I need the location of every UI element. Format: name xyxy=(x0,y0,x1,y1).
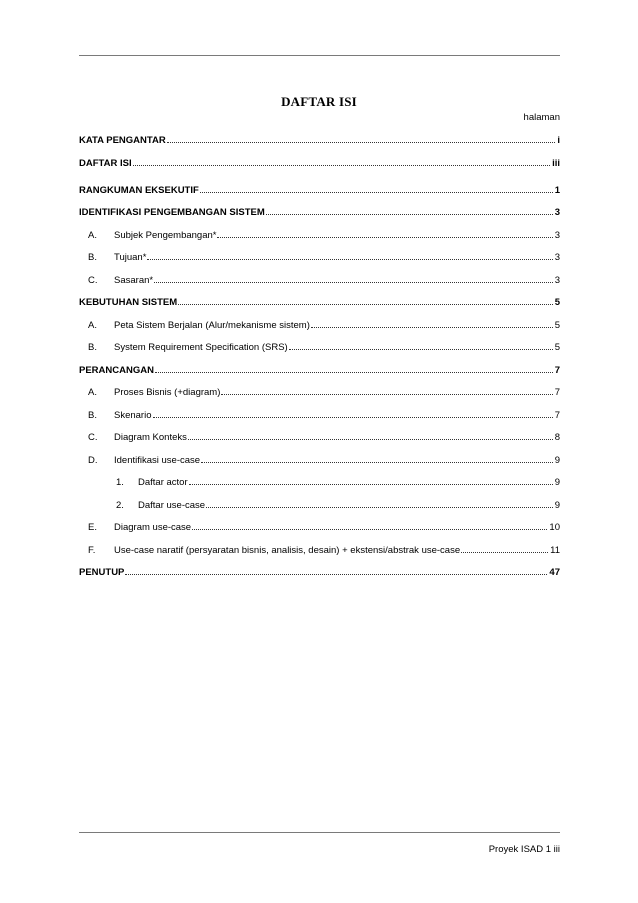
toc-entry-page: 3 xyxy=(554,252,560,263)
toc-entry-label: Daftar actor xyxy=(138,477,188,488)
toc-entry-page: 9 xyxy=(554,477,560,488)
toc-entry-letter: C. xyxy=(88,275,98,286)
toc-entry-daftar-isi[interactable] xyxy=(79,157,560,170)
dot-leader xyxy=(221,386,552,395)
toc-entry-page: 7 xyxy=(554,365,560,376)
toc-entry-skenario[interactable] xyxy=(88,409,560,422)
toc-entry-label: Identifikasi use-case xyxy=(114,455,201,466)
dot-leader xyxy=(153,409,553,418)
toc-entry-page: iii xyxy=(552,158,560,169)
toc-entry-letter: A. xyxy=(88,387,97,398)
toc-entry-label: Subjek Pengembangan* xyxy=(114,230,217,241)
toc-entry-page: 5 xyxy=(554,297,560,308)
dot-leader xyxy=(311,319,553,328)
page-column-label: halaman xyxy=(523,112,560,123)
page-title: DAFTAR ISI xyxy=(281,94,357,109)
toc-entry-label: Skenario xyxy=(114,410,152,421)
toc-entry-page: 5 xyxy=(554,320,560,331)
dot-leader xyxy=(200,184,553,193)
toc-entry-daftar-use-case[interactable] xyxy=(116,499,560,512)
dot-leader xyxy=(188,431,553,440)
toc-entry-letter: A. xyxy=(88,230,97,241)
toc-entry-kebutuhan-sistem[interactable] xyxy=(79,296,560,309)
toc-entry-label: Daftar use-case xyxy=(138,500,206,511)
dot-leader xyxy=(178,296,553,305)
toc-entry-letter: B. xyxy=(88,252,97,263)
dot-leader xyxy=(154,274,553,283)
toc-entry-letter: C. xyxy=(88,432,98,443)
toc-entry-peta-sistem[interactable] xyxy=(88,319,560,332)
toc-entry-label: Diagram use-case xyxy=(114,522,192,533)
toc-entry-letter: F. xyxy=(88,545,96,556)
toc-entry-diagram-konteks[interactable] xyxy=(88,431,560,444)
toc-entry-label: Use-case naratif (persyaratan bisnis, analisis, desain) + ekstensi/abstrak use-case xyxy=(114,545,461,556)
toc-entry-page: 3 xyxy=(554,275,560,286)
toc-entry-page: 3 xyxy=(554,207,560,218)
dot-leader xyxy=(133,157,550,166)
toc-entry-label: Sasaran* xyxy=(114,275,154,286)
toc-entry-page: 5 xyxy=(554,342,560,353)
toc-entry-letter: E. xyxy=(88,522,97,533)
toc-entry-label: RANGKUMAN EKSEKUTIF xyxy=(79,185,199,196)
toc-entry-label: Proses Bisnis (+diagram) xyxy=(114,387,221,398)
dot-leader xyxy=(155,364,553,373)
toc-entry-rangkuman-eksekutif[interactable] xyxy=(79,184,560,197)
toc-entry-page: 7 xyxy=(554,410,560,421)
dot-leader xyxy=(147,251,552,260)
toc-entry-page: 3 xyxy=(554,230,560,241)
toc-entry-proses-bisnis[interactable] xyxy=(88,386,560,399)
dot-leader xyxy=(289,341,553,350)
page-footer: Proyek ISAD 1 iii xyxy=(488,844,560,855)
toc-entry-letter: B. xyxy=(88,410,97,421)
toc-entry-label: Peta Sistem Berjalan (Alur/mekanisme sistem) xyxy=(114,320,310,331)
toc-entry-daftar-actor[interactable] xyxy=(116,476,560,489)
toc-entry-label: PERANCANGAN xyxy=(79,365,154,376)
toc-entry-penutup[interactable] xyxy=(79,566,560,579)
dot-leader xyxy=(125,566,547,575)
toc-entry-label: PENUTUP xyxy=(79,567,125,578)
toc-entry-page: 9 xyxy=(554,455,560,466)
dot-leader xyxy=(206,499,553,508)
toc-entry-srs[interactable] xyxy=(88,341,560,354)
toc-entry-label: IDENTIFIKASI PENGEMBANGAN SISTEM xyxy=(79,207,265,218)
toc-entry-sasaran[interactable] xyxy=(88,274,560,287)
dot-leader xyxy=(192,521,547,530)
toc-entry-label: Tujuan* xyxy=(114,252,147,263)
dot-leader xyxy=(189,476,553,485)
toc-entry-page: 8 xyxy=(554,432,560,443)
dot-leader xyxy=(266,206,553,215)
toc-entry-label: KEBUTUHAN SISTEM xyxy=(79,297,178,308)
toc-entry-page: i xyxy=(557,135,560,146)
toc-entry-page: 47 xyxy=(549,567,560,578)
dot-leader xyxy=(461,544,548,553)
toc-entry-page: 9 xyxy=(554,500,560,511)
toc-entry-identifikasi[interactable] xyxy=(79,206,560,219)
dot-leader xyxy=(167,134,556,143)
toc-entry-perancangan[interactable] xyxy=(79,364,560,377)
toc-entry-letter: B. xyxy=(88,342,97,353)
toc-entry-page: 11 xyxy=(550,545,560,556)
toc-entry-subjek[interactable] xyxy=(88,229,560,242)
toc-entry-diagram-use-case[interactable] xyxy=(88,521,560,534)
toc-entry-page: 7 xyxy=(554,387,560,398)
toc-entry-kata-pengantar[interactable] xyxy=(79,134,560,147)
toc-entry-label: System Requirement Specification (SRS) xyxy=(114,342,288,353)
dot-leader xyxy=(217,229,552,238)
toc-entry-page: 1 xyxy=(554,185,560,196)
toc-entry-identifikasi-use-case[interactable] xyxy=(88,454,560,467)
toc-entry-tujuan[interactable] xyxy=(88,251,560,264)
toc-entry-use-case-naratif[interactable] xyxy=(88,544,560,557)
toc-entry-label: DAFTAR ISI xyxy=(79,158,132,169)
toc-entry-number: 1. xyxy=(116,477,124,488)
toc-entry-label: KATA PENGANTAR xyxy=(79,135,166,146)
toc-entry-label: Diagram Konteks xyxy=(114,432,187,443)
dot-leader xyxy=(201,454,553,463)
toc-entry-letter: A. xyxy=(88,320,97,331)
toc-entry-number: 2. xyxy=(116,500,124,511)
footer-rule xyxy=(79,832,560,833)
toc-entry-letter: D. xyxy=(88,455,98,466)
toc-entry-page: 10 xyxy=(549,522,560,533)
header-rule xyxy=(79,55,560,56)
